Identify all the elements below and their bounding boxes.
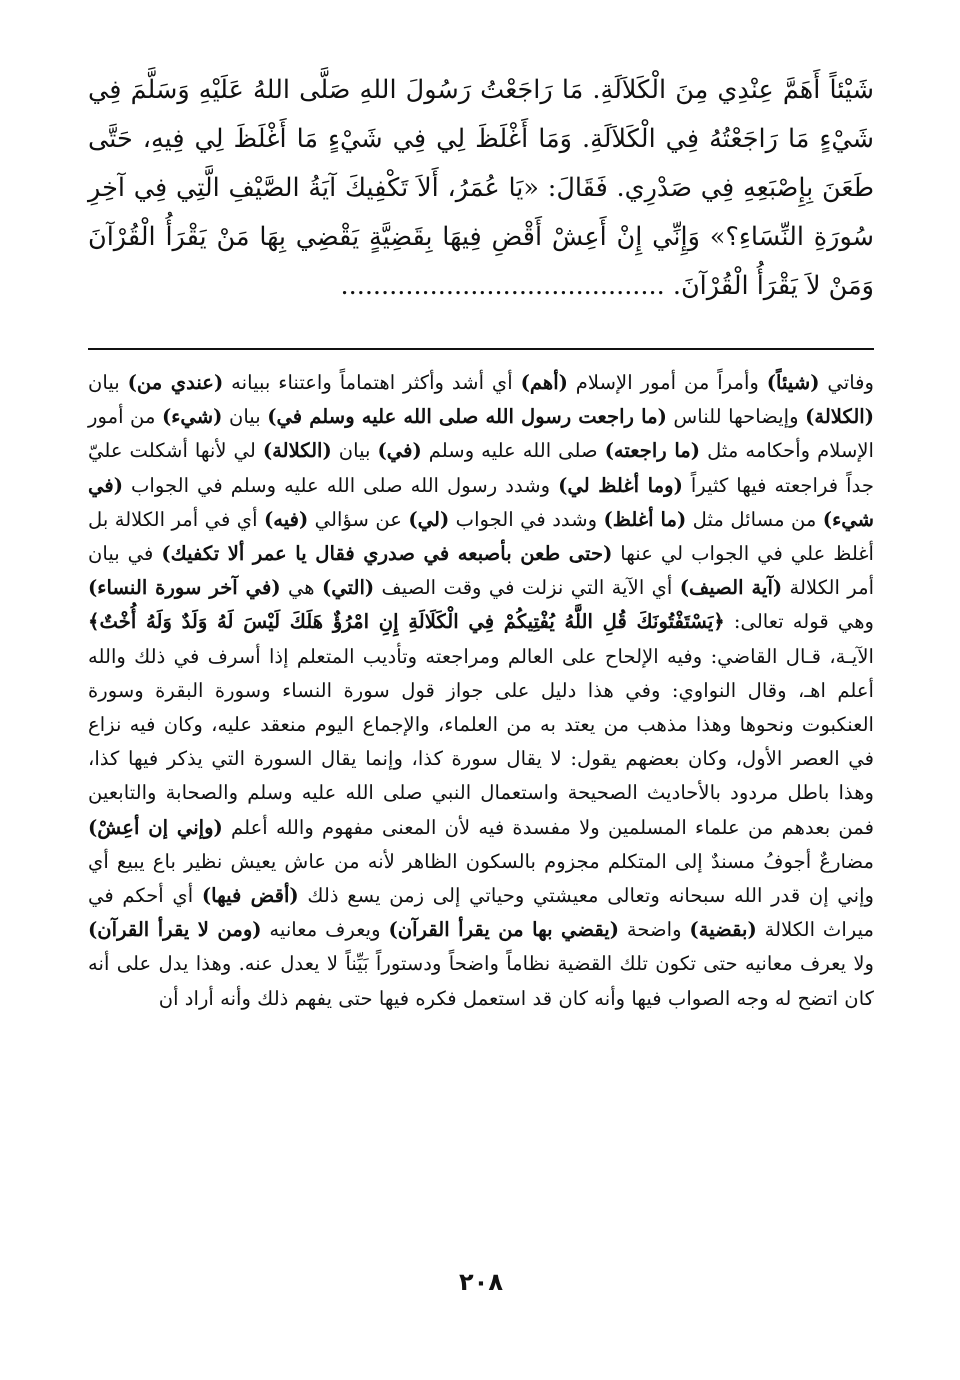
commentary-quoted-term: (لي) xyxy=(408,507,450,531)
commentary-quoted-term: (ما راجعت رسول الله صلى الله عليه وسلم في) xyxy=(267,405,667,429)
commentary-segment: ويعرف معانيه xyxy=(261,918,389,942)
commentary-quoted-term: (حتى طعن بأصبعه في صدري فقال يا عمر ألا تكفيك) xyxy=(161,542,613,566)
commentary-segment: وإيضاحها للناس xyxy=(666,405,806,429)
commentary-quoted-term: (في) xyxy=(377,439,422,463)
commentary-quoted-term: (شيئاً) xyxy=(766,371,820,394)
commentary-segment: من مسائل مثل xyxy=(686,507,823,531)
commentary-segment: وأمراً من أمور الإسلام xyxy=(567,371,767,394)
hadith-line: شَيْئاً أَهَمَّ عِنْدِي مِنَ الْكَلاَلَةِ. مَا رَاجَعْتُ رَسُولَ اللهِ صَلَّى اللهُ عَلَيْهِ وَسَلَّمَ فِي xyxy=(88,75,874,105)
commentary-quoted-term: (الكلالة) xyxy=(262,439,332,463)
commentary-segment: وهي قوله تعالى: xyxy=(724,610,874,634)
commentary-quoted-term: (التي) xyxy=(321,576,375,600)
commentary-segment: صلى الله عليه وسلم xyxy=(421,439,605,463)
commentary-segment: وشدد في الجواب xyxy=(449,507,604,531)
commentary-quoted-term: (آية الصيف) xyxy=(679,576,783,600)
commentary-quoted-term: (ما راجعته) xyxy=(604,439,701,463)
commentary-segment: من أمور الإسلام وأحكامه مثل xyxy=(88,405,874,463)
commentary-quoted-term: (عندي من) xyxy=(127,371,224,394)
commentary-quoted-term: (فيه) xyxy=(263,507,309,531)
commentary-segment: واضحة xyxy=(618,918,690,942)
hadith-text xyxy=(88,66,874,311)
commentary-text xyxy=(88,366,874,1016)
commentary-segment: مضارعٌ أجوفُ مسندٌ إلى المتكلم مجزوم بالسكون الظاهر لأنه من عاش يعيش نظير باع يبيع أي وإني إن قدر الله سبحانه وتعالى معيشتي وحياتي إلى زمن يسع ذلك xyxy=(88,849,874,908)
hadith-line: الْقُرْآنَ. xyxy=(672,271,749,301)
commentary-segment: أي أحكم في ميراث الكلالة xyxy=(88,884,874,942)
commentary-quoted-term: (الكلالة) xyxy=(805,405,875,429)
commentary-segment: أي في أمر الكلالة بل أغلظ علي في الجواب لي عنها xyxy=(88,507,874,566)
commentary-segment: أي الآية التي نزلت في وقت الصيف xyxy=(374,576,680,600)
hadith-line: النِّسَاءِ؟» وَإِنِّي إِنْ أَعِشْ أَقْضِ فِيهَا بِقَضِيَّةٍ يَقْضِي بِهَا مَنْ يَقْرَأُ الْقُرْآنَ وَمَنْ لاَ يَقْرَأُ xyxy=(88,222,874,301)
commentary-quoted-term: (ومن لا يقرأ القرآن) xyxy=(88,918,262,942)
commentary-segment: بيان xyxy=(331,439,378,463)
commentary-segment: بيان xyxy=(88,371,128,394)
commentary-segment: في بيان أمر الكلالة xyxy=(88,542,875,600)
commentary-quoted-term: (أهم) xyxy=(520,371,568,394)
commentary-segment: هي xyxy=(280,576,322,600)
commentary-quoted-term: (يقضي بها من يقرأ القرآن) xyxy=(388,918,619,942)
commentary-quoted-term: (بقضية) xyxy=(689,918,757,942)
commentary-segment: ولا يعرف معانيه حتى تكون تلك القضية نظاماً واضحاً ودستوراً بَيِّناً لا يعدل عنه. وهذا يدل على أنه كان اتضح له وجه الصواب فيها وأنه كان قد استعمل فكره فيها حتى يفهم ذلك وأنه أراد أن xyxy=(88,952,874,1010)
commentary-quoted-term: (ما أغلظ) xyxy=(603,507,687,531)
commentary-quoted-term: (أقض فيها) xyxy=(201,884,299,908)
hadith-line: بِإِصْبَعِهِ فِي صَدْرِي. فَقَالَ: «يَا عُمَرُ، أَلاَ تَكْفِيكَ آيَةُ الصَّيْفِ الَّتِي فِي آخِرِ سُورَةِ xyxy=(88,173,875,252)
commentary-quoted-term: (في شيء) xyxy=(88,473,875,531)
page-number: ٢٠٨ xyxy=(459,1268,503,1296)
commentary-quoted-term: (وإني إن أعِشْ) xyxy=(88,815,223,839)
commentary-quoted-term: (وما أغلظ لي) xyxy=(558,473,683,497)
commentary-quoted-term: (شيء) xyxy=(161,405,223,429)
commentary-quoted-term: ﴿يَسْتَفْتُونَكَ قُلِ اللَّهُ يُفْتِيكُمْ فِي الْكَلَالَةِ إِنِ امْرُؤٌ هَلَكَ لَيْسَ لَهُ وَلَدٌ وَلَهُ أُخْتٌ﴾ xyxy=(88,610,725,634)
commentary-quoted-term: (في آخر سورة النساء) xyxy=(88,576,281,600)
commentary-segment: بيان xyxy=(222,405,268,429)
commentary-segment: وشدد رسول الله صلى الله عليه وسلم في الجواب xyxy=(122,473,559,497)
ellipsis-dots: ........................................ xyxy=(340,271,665,301)
commentary-segment: وفاتي xyxy=(819,371,874,394)
commentary-segment: لي لأنها أشكلت عليّ جداً فراجعته فيها كثيراً xyxy=(88,439,874,497)
commentary-segment: الآيـة، قـال القاضي: وفيه الإلحاح على العالم ومراجعته وتأديب المتعلم إذا أسرف في ذلك والله أعلم اهـ، وقال النواوي: وفي هذا دليل على جواز قول سورة النساء وسورة البقرة وسورة العنكبوت ونحوها وهذا مذهب من يعتد به من العلماء، والإجماع اليوم منعقد عليه، وكان فيه نزاع في العصر الأول، وكان بعضهم يقول: لا يقال سورة كذا، وإنما يقال السورة التي يذكر فيها كذا، وهذا باطل مردود بالأحاديث الصحيحة واستعمال النبي صلى الله عليه وسلم والصحابة والتابعين فمن بعدهم من علماء المسلمين ولا مفسدة فيه لأن المعنى مفهوم والله أعلم xyxy=(88,644,874,839)
commentary-segment: عن سؤالي xyxy=(308,507,409,531)
commentary-segment: أي أشد وأكثر اهتماماً واعتناء ببيانه xyxy=(223,371,521,394)
footnote-divider xyxy=(88,348,874,350)
book-page xyxy=(88,0,874,1380)
hadith-line: شَيْءٍ مَا رَاجَعْتُهُ فِي الْكَلاَلَةِ. وَمَا أَغْلَظَ لِي فِي شَيْءٍ مَا أَغْلَظَ لِي فِيهِ، حَتَّى طَعَنَ xyxy=(88,124,874,203)
